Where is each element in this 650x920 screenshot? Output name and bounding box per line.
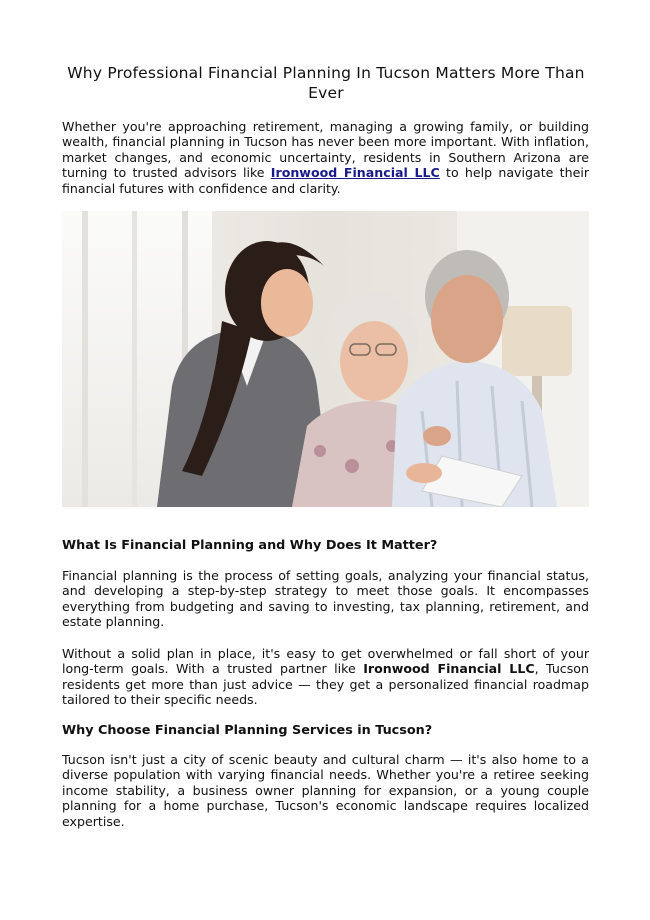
section1-para2-before: Without a solid plan in place, it's easy to get overwhelmed or fall short of your long-term goals. With a trusted partner like: [62, 646, 589, 677]
section-heading-why-choose: Why Choose Financial Planning Services in Tucson?: [62, 723, 433, 738]
advisor-meeting-photo: [62, 211, 589, 507]
ironwood-financial-brand: Ironwood Financial LLC: [363, 661, 535, 677]
section2-paragraph-1: Tucson isn't just a city of scenic beauty and cultural charm — it's also home to a diverse population with varying financial needs. Whether you're a retiree seeking income stability, a business owner planning for expansion, or a young couple planning for a home purchase, Tucson's economic landscape requires localized expertise.: [62, 752, 589, 829]
intro-text-after: to help navigate their financial futures with confidence and clarity.: [62, 165, 589, 196]
section-heading-what-is: What Is Financial Planning and Why Does It Matter?: [62, 538, 438, 553]
ironwood-financial-link[interactable]: Ironwood Financial LLC: [270, 165, 440, 181]
page-title: Why Professional Financial Planning In Tucson Matters More Than Ever: [67, 64, 585, 102]
intro-paragraph: [62, 119, 589, 196]
section1-paragraph-2: [62, 646, 589, 708]
intro-text-before: Whether you're approaching retirement, managing a growing family, or building wealth, financial planning in Tucson has never been more important. With inflation, market changes, and economic uncertainty, residents in Southern Arizona are turning to trusted advisors like: [62, 119, 589, 181]
section1-para2-after: , Tucson residents get more than just advice — they get a personalized financial roadmap tailored to their specific needs.: [62, 661, 589, 708]
advisor-meeting-illustration: [62, 211, 589, 507]
section1-paragraph-1: Financial planning is the process of setting goals, analyzing your financial status, and developing a step-by-step strategy to meet those goals. It encompasses everything from budgeting and saving to investing, tax planning, retirement, and estate planning.: [62, 568, 589, 630]
